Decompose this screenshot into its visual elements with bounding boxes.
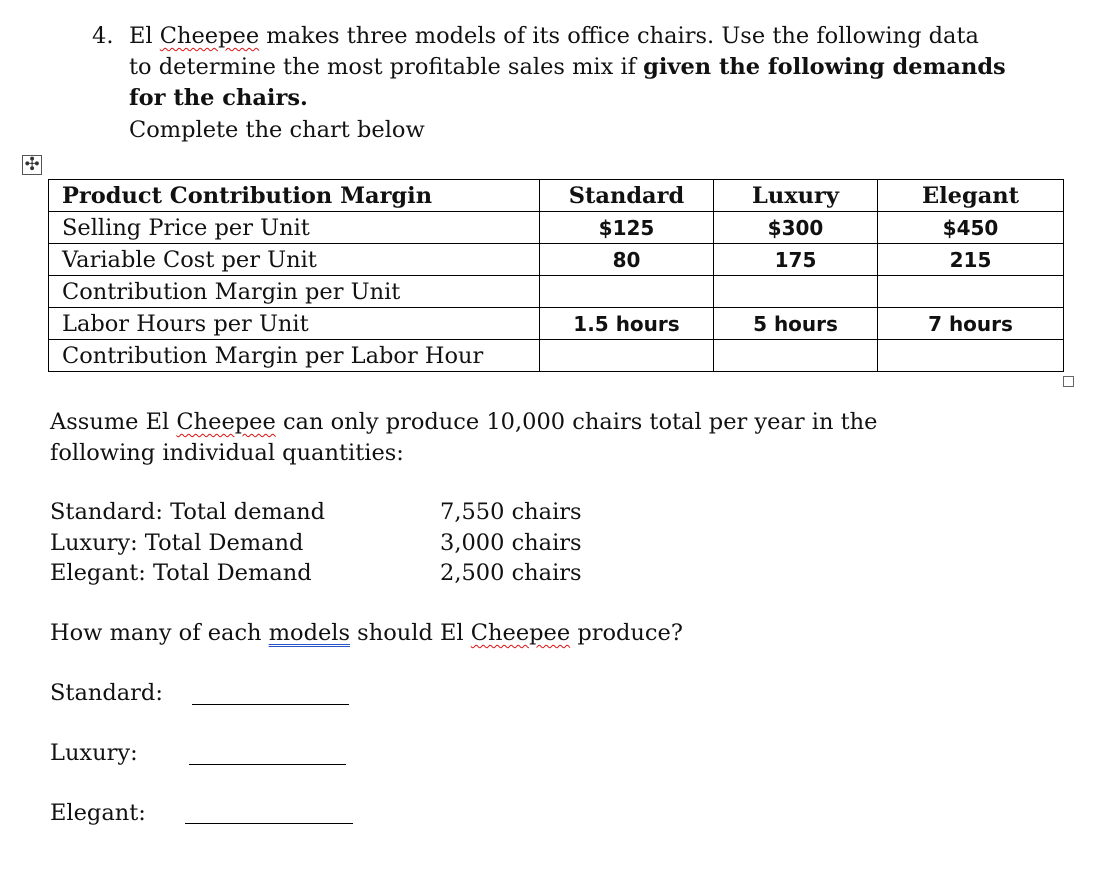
cell-elegant[interactable]: 215 — [878, 244, 1064, 276]
cell-standard[interactable]: 80 — [540, 244, 714, 276]
answer-blank-luxury[interactable] — [189, 764, 346, 765]
answer-blank-standard[interactable] — [192, 704, 349, 705]
table-row — [49, 244, 1064, 276]
row-label[interactable]: Selling Price per Unit — [49, 212, 540, 244]
question-line-2: to determine the most profitable sales mix if given the following demands — [129, 54, 1006, 80]
assume-line-1: Assume El Cheepee can only produce 10,000 chairs total per year in the — [50, 409, 878, 435]
question-line-3: for the chairs. — [129, 85, 308, 111]
cell-elegant[interactable]: $450 — [878, 212, 1064, 244]
row-label[interactable]: Labor Hours per Unit — [49, 308, 540, 340]
cell-elegant-empty[interactable] — [878, 276, 1064, 308]
demand-value-standard: 7,550 chairs — [440, 499, 582, 525]
cell-luxury-empty[interactable] — [714, 340, 878, 372]
cell-standard-empty[interactable] — [540, 276, 714, 308]
demand-value-elegant: 2,500 chairs — [440, 560, 582, 586]
cell-luxury[interactable]: 175 — [714, 244, 878, 276]
demand-label-luxury: Luxury: Total Demand — [50, 530, 304, 556]
assume-line-2: following individual quantities: — [50, 440, 404, 466]
grammar-flag-models[interactable]: models — [268, 620, 351, 646]
table-header-luxury[interactable]: Luxury — [714, 180, 878, 212]
row-label[interactable]: Variable Cost per Unit — [49, 244, 540, 276]
answer-blank-elegant[interactable] — [185, 823, 353, 824]
cell-standard[interactable]: 1.5 hours — [540, 308, 714, 340]
row-label[interactable]: Contribution Margin per Labor Hour — [49, 340, 540, 372]
cell-elegant-empty[interactable] — [878, 340, 1064, 372]
table-move-handle-icon[interactable]: ✣ — [22, 155, 42, 175]
table-row — [49, 276, 1064, 308]
spelling-flag-company[interactable]: Cheepee — [470, 620, 571, 646]
question-number: 4. — [92, 23, 114, 49]
cell-luxury-empty[interactable] — [714, 276, 878, 308]
table-row — [49, 308, 1064, 340]
answer-label-luxury: Luxury: — [50, 740, 138, 766]
spelling-flag-company[interactable]: Cheepee — [176, 409, 276, 435]
row-label[interactable]: Contribution Margin per Unit — [49, 276, 540, 308]
table-row — [49, 212, 1064, 244]
table-resize-handle-icon[interactable] — [1063, 376, 1074, 387]
question-line-1: El Cheepee makes three models of its office chairs. Use the following data — [129, 23, 979, 49]
cell-standard-empty[interactable] — [540, 340, 714, 372]
instruction-text: Complete the chart below — [129, 117, 425, 143]
table-header-row — [49, 180, 1064, 212]
cell-luxury[interactable]: 5 hours — [714, 308, 878, 340]
demand-value-luxury: 3,000 chairs — [440, 530, 582, 556]
table-header-label[interactable]: Product Contribution Margin — [49, 180, 540, 212]
table-header-elegant[interactable]: Elegant — [878, 180, 1064, 212]
answer-label-elegant: Elegant: — [50, 800, 146, 826]
how-many-question: How many of each models should El Cheepee produce? — [50, 620, 683, 646]
cell-standard[interactable]: $125 — [540, 212, 714, 244]
table-row — [49, 340, 1064, 372]
cell-elegant[interactable]: 7 hours — [878, 308, 1064, 340]
demand-label-elegant: Elegant: Total Demand — [50, 560, 312, 586]
spelling-flag-company[interactable]: Cheepee — [159, 23, 260, 49]
table-header-standard[interactable]: Standard — [540, 180, 714, 212]
demand-label-standard: Standard: Total demand — [50, 499, 326, 525]
contribution-margin-table — [48, 179, 1064, 372]
answer-label-standard: Standard: — [50, 680, 163, 706]
cell-luxury[interactable]: $300 — [714, 212, 878, 244]
